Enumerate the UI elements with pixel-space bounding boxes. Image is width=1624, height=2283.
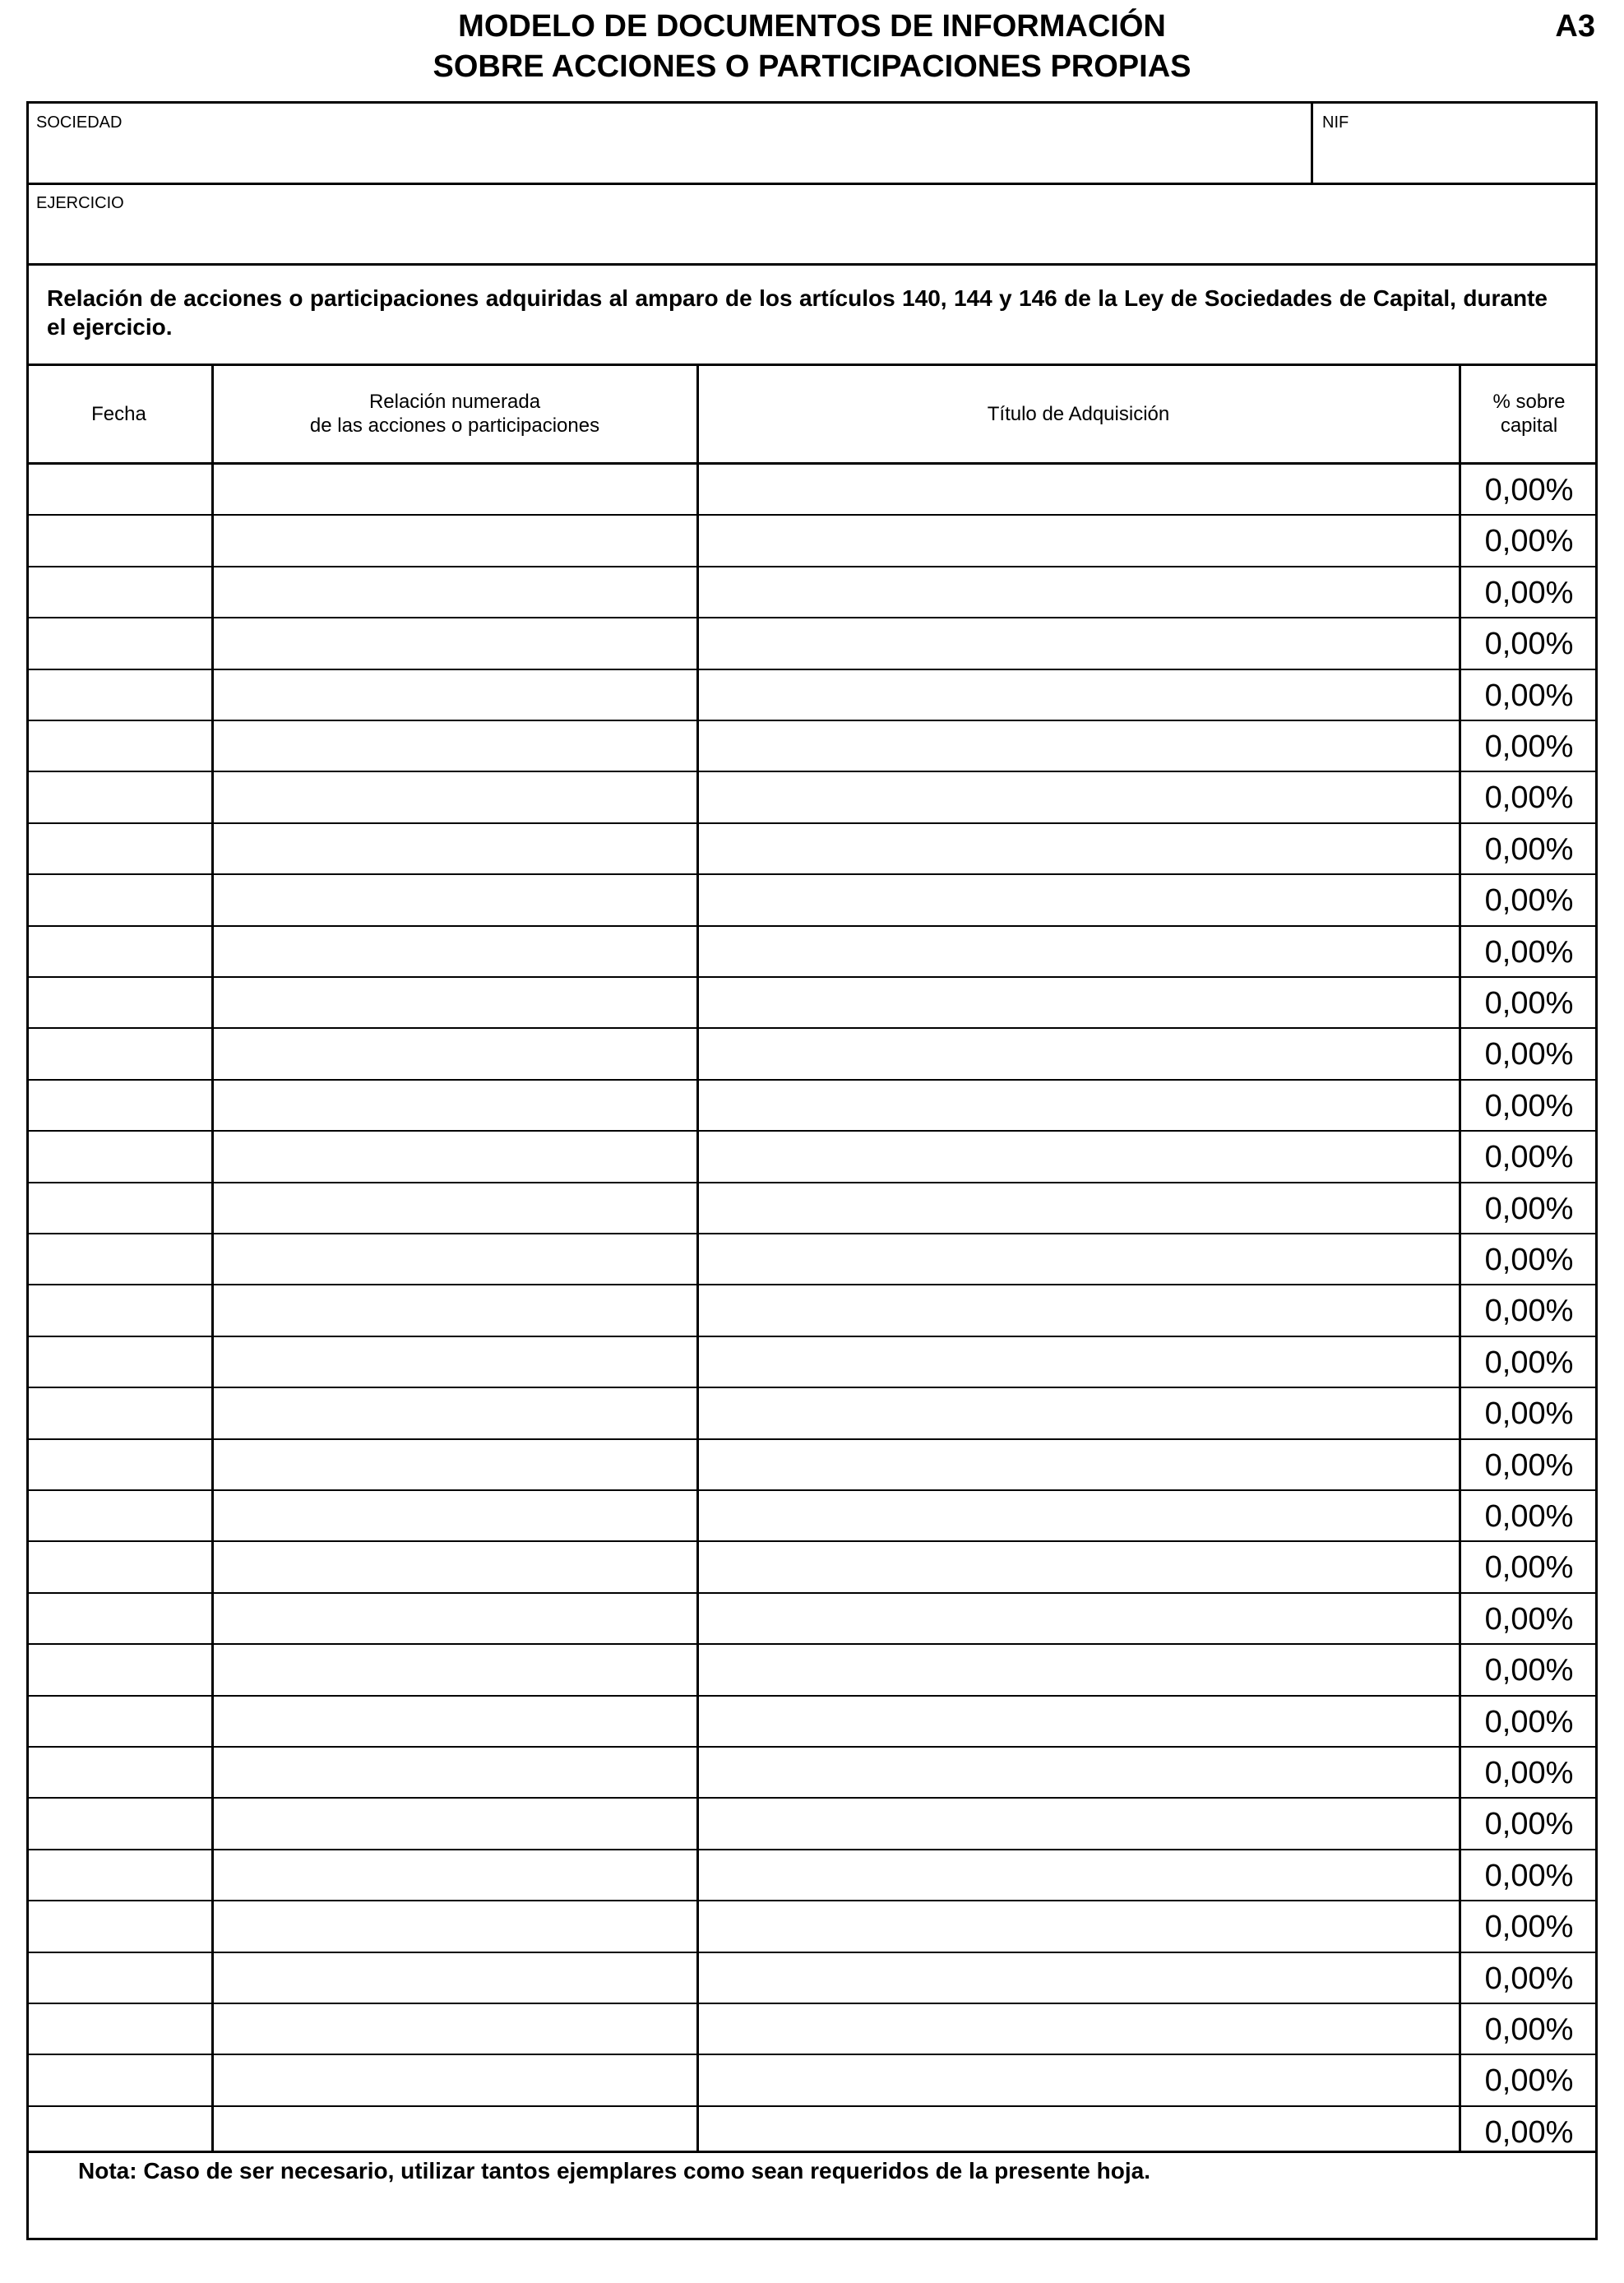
row-divider — [26, 1027, 1598, 1029]
row-divider — [26, 1489, 1598, 1491]
pct-value: 0,00% — [1484, 1807, 1574, 1842]
header-relacion-line2: de las acciones o participaciones — [309, 414, 600, 437]
pct-value: 0,00% — [1484, 473, 1574, 507]
row-divider — [26, 720, 1598, 721]
ejercicio-label: EJERCICIO — [36, 194, 124, 212]
row-divider — [26, 1695, 1598, 1697]
header-pct-line2: capital — [1500, 414, 1558, 437]
pct-value: 0,00% — [1484, 934, 1574, 970]
pct-value: 0,00% — [1484, 1961, 1574, 1996]
row-divider — [26, 669, 1598, 670]
pct-value: 0,00% — [1484, 1037, 1574, 1072]
pct-value: 0,00% — [1484, 524, 1574, 559]
header-fecha: Fecha — [91, 402, 146, 425]
pct-value: 0,00% — [1484, 1396, 1574, 1432]
pct-value: 0,00% — [1484, 575, 1574, 610]
pct-value: 0,00% — [1484, 831, 1574, 867]
row-divider — [26, 1079, 1598, 1081]
row-divider — [26, 1182, 1598, 1183]
row-divider — [26, 2054, 1598, 2055]
pct-value: 0,00% — [1484, 1447, 1574, 1483]
title-line-2: SOBRE ACCIONES O PARTICIPACIONES PROPIAS — [433, 49, 1191, 84]
header-pct-line1: % sobre — [1492, 391, 1566, 413]
pct-value: 0,00% — [1484, 1243, 1574, 1277]
pct-value: 0,00% — [1484, 627, 1574, 662]
row-divider — [26, 1643, 1598, 1645]
pct-value: 0,00% — [1484, 1858, 1574, 1893]
pct-value: 0,00% — [1484, 729, 1574, 764]
row-divider — [26, 1233, 1598, 1234]
sociedad-label: SOCIEDAD — [36, 113, 123, 132]
title-line-1: MODELO DE DOCUMENTOS DE INFORMACIÓN — [458, 9, 1166, 44]
pct-value: 0,00% — [1484, 2012, 1574, 2047]
row-divider — [26, 976, 1598, 978]
form-code: A3 — [1555, 9, 1595, 44]
row-divider — [26, 1130, 1598, 1132]
pct-value: 0,00% — [1484, 1704, 1574, 1739]
row-divider — [26, 873, 1598, 875]
row-divider — [26, 1540, 1598, 1542]
row-divider — [26, 1952, 1598, 1953]
row-divider — [26, 1746, 1598, 1748]
row-divider — [26, 822, 1598, 824]
header-relacion-line1: Relación numerada — [368, 391, 541, 413]
pct-value: 0,00% — [1484, 678, 1574, 713]
pct-value: 0,00% — [1484, 883, 1574, 919]
pct-value: 0,00% — [1484, 1499, 1574, 1534]
row-divider — [26, 1797, 1598, 1799]
row-divider — [26, 514, 1598, 516]
pct-value: 0,00% — [1484, 1653, 1574, 1688]
pct-value: 0,00% — [1484, 1191, 1574, 1226]
pct-value: 0,00% — [1484, 1345, 1574, 1380]
row-divider — [26, 2003, 1598, 2004]
pct-value: 0,00% — [1484, 1601, 1574, 1637]
pct-value: 0,00% — [1484, 2063, 1574, 2099]
pct-value: 0,00% — [1484, 1756, 1574, 1790]
pct-value: 0,00% — [1484, 1910, 1574, 1945]
pct-value: 0,00% — [1484, 2114, 1574, 2150]
row-divider — [26, 1336, 1598, 1337]
row-divider — [26, 617, 1598, 618]
pct-value: 0,00% — [1484, 1088, 1574, 1123]
row-divider — [26, 1284, 1598, 1285]
note-text: Nota: Caso de ser necesario, utilizar tantos ejemplares como sean requeridos de la presente hoja. — [78, 2158, 1150, 2183]
row-divider — [26, 1900, 1598, 1901]
nif-label: NIF — [1322, 113, 1349, 132]
header-titulo: Título de Adquisición — [987, 402, 1170, 425]
pct-value: 0,00% — [1484, 1550, 1574, 1586]
pct-value: 0,00% — [1484, 986, 1574, 1021]
intro-text: Relación de acciones o participaciones adquiridas al amparo de los artículos 140, 144 y 146 de la Ley de Sociedades de Capital, durante el ejercicio. — [47, 285, 1548, 340]
row-divider — [26, 925, 1598, 927]
pct-value: 0,00% — [1484, 780, 1574, 816]
row-divider — [26, 771, 1598, 772]
row-divider — [26, 1849, 1598, 1850]
row-divider — [26, 1592, 1598, 1594]
row-divider — [26, 566, 1598, 567]
divider-bottom — [26, 2151, 1598, 2153]
row-divider — [26, 1387, 1598, 1388]
pct-value: 0,00% — [1484, 1294, 1574, 1329]
pct-value: 0,00% — [1484, 1140, 1574, 1175]
row-divider — [26, 1438, 1598, 1440]
row-divider — [26, 2105, 1598, 2107]
